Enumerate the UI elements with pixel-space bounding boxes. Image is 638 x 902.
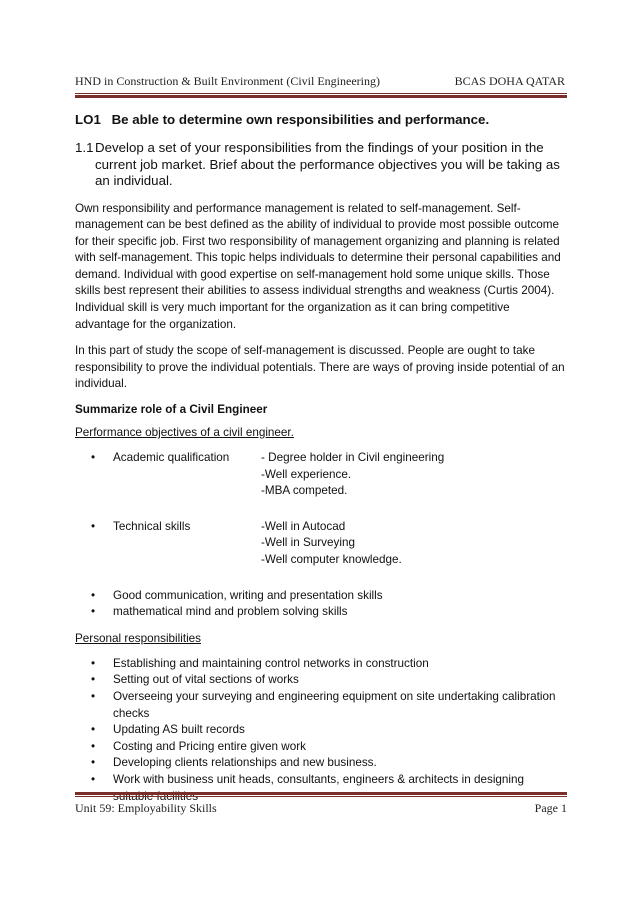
list-item [75, 588, 565, 605]
list-item-text: mathematical mind and problem solving skills [113, 605, 348, 619]
list-item-text: Updating AS built records [113, 723, 245, 737]
skill-value: -Well computer knowledge. [261, 553, 402, 566]
list-item [75, 689, 565, 722]
skill-values [261, 450, 444, 500]
list-item [75, 722, 565, 739]
footer-page-number: Page 1 [534, 801, 567, 815]
skill-name: Technical skills [113, 519, 191, 533]
responsibilities-list [75, 656, 565, 805]
skill-value: -Well in Surveying [261, 536, 355, 550]
learning-outcome-title: Be able to determine own responsibilities and performance. [111, 112, 490, 127]
bullet-icon: • [91, 772, 96, 786]
bullet-icon: • [91, 739, 96, 753]
skill-value: -MBA competed. [261, 484, 348, 498]
paragraph-self-management: Own responsibility and performance management is related to self-management. Self-management can be best defined as the ability of individual to provide most possible outcome for their specific job. First two responsibility of management organizing and planning is related with self-management. This topic helps individuals to determine their personal capabilities and demand. Individual with good expertise on self-management hold some unique skills. Those skills best represent their abilities to assess individual strengths and weakness (Curtis 2004). Individual skill is very much important for the organization as it can bring competitive advantage for the organization. [75, 201, 561, 331]
skill-value: -Well experience. [261, 467, 352, 481]
task-text: Develop a set of your responsibilities from the findings of your position in the current job market. Brief about the performance objectives you will be taking as an individual. [95, 140, 560, 188]
task-heading [75, 140, 565, 190]
paragraph-scope: In this part of study the scope of self-management is discussed. People are ought to take responsibility to prove the individual potentials. There are ways of proving inside potential of an individual. [75, 344, 565, 391]
skill-value: -Well in Autocad [261, 519, 346, 533]
skill-name: Academic qualification [113, 451, 230, 465]
list-item-text: Developing clients relationships and new business. [113, 756, 377, 770]
bullet-icon: • [91, 689, 96, 703]
other-skills-list [75, 588, 565, 621]
list-item-text: Costing and Pricing entire given work [113, 739, 306, 753]
list-item-text: Overseeing your surveying and engineering equipment on site undertaking calibration checks [113, 689, 556, 720]
footer-rule-thin [75, 796, 567, 797]
bullet-icon: • [91, 605, 96, 619]
list-item [75, 656, 565, 673]
task-number: 1.1 [75, 140, 94, 155]
page-body [75, 112, 565, 805]
bullet-icon: • [91, 656, 96, 670]
list-item [75, 739, 565, 756]
objectives-heading: Performance objectives of a civil engineer. [75, 426, 294, 440]
list-item-text: Establishing and maintaining control networks in construction [113, 656, 429, 670]
learning-outcome-number: LO1 [75, 112, 101, 127]
bullet-icon: • [91, 451, 96, 465]
skill-row [75, 519, 565, 569]
list-item-text: Work with business unit heads, consultants, engineers & architects in designing [113, 772, 525, 786]
footer-unit-title: Unit 59: Employability Skills [75, 801, 217, 815]
list-item [75, 672, 565, 689]
role-heading: Summarize role of a Civil Engineer [75, 403, 268, 417]
list-item-text: Setting out of vital sections of works [113, 673, 299, 687]
bullet-icon: • [91, 588, 96, 602]
bullet-icon: • [91, 673, 96, 687]
skill-values [261, 519, 402, 569]
skill-value: - Degree holder in Civil engineering [261, 451, 445, 465]
learning-outcome-heading [75, 112, 565, 127]
header-rule-thick [75, 95, 567, 98]
header-rule-thin [75, 93, 567, 94]
bullet-icon: • [91, 756, 96, 770]
bullet-icon: • [91, 723, 96, 737]
header-course-title: HND in Construction & Built Environment (Civil Engineering) [75, 74, 380, 88]
header-institution: BCAS DOHA QATAR [454, 74, 565, 88]
list-item-text: Good communication, writing and presentation skills [113, 588, 383, 602]
footer-rule-thick [75, 792, 567, 795]
list-item [75, 604, 565, 621]
list-item [75, 755, 565, 772]
bullet-icon: • [91, 519, 96, 533]
responsibilities-heading: Personal responsibilities [75, 631, 202, 645]
skill-row [75, 450, 565, 500]
